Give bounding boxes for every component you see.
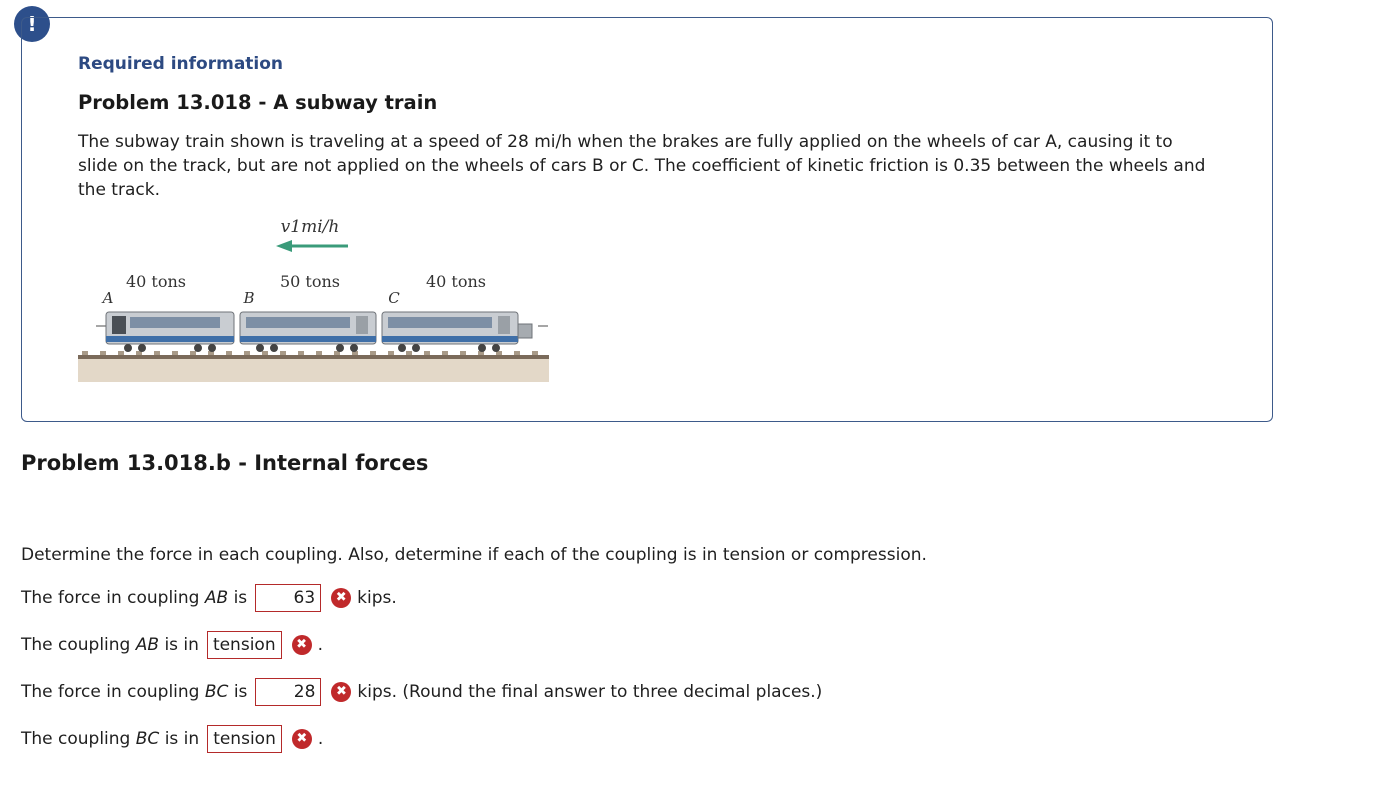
incorrect-icon: ✖ xyxy=(292,729,312,749)
rail-ties xyxy=(82,351,538,355)
car-a xyxy=(106,312,234,352)
problem-title: Problem 13.018 - A subway train xyxy=(78,91,438,114)
incorrect-icon: ✖ xyxy=(331,682,351,702)
problem-statement: The subway train shown is traveling at a speed of 28 mi/h when the brakes are fully applied on the wheels of car A, causing it to slide on the track, but are not applied on the wheels of cars B or C. The coefficient of kinetic friction is 0.35 between the wheels and the track. xyxy=(78,132,1206,200)
bc-state-row xyxy=(21,725,323,753)
train-illustration xyxy=(78,212,550,382)
ab-force-unit: kips. xyxy=(357,588,397,608)
velocity-label: v1mi/h xyxy=(280,217,340,237)
ground xyxy=(78,358,549,382)
ab-state-select[interactable]: tension xyxy=(207,631,282,659)
rail xyxy=(78,355,549,359)
ab-state-row xyxy=(21,631,323,659)
subway-train-figure xyxy=(78,212,550,382)
velocity-arrowhead xyxy=(276,240,292,252)
bc-state-label: The coupling BC is in xyxy=(21,729,200,749)
bc-force-unit: kips. (Round the final answer to three decimal places.) xyxy=(357,682,823,702)
ab-force-row xyxy=(21,584,397,612)
bc-state-select[interactable]: tension xyxy=(207,725,282,753)
car-a-weight: 40 tons xyxy=(125,272,187,291)
incorrect-icon: ✖ xyxy=(292,635,312,655)
car-c-weight: 40 tons xyxy=(425,272,487,291)
bc-force-label: The force in coupling BC is xyxy=(21,682,248,702)
car-b-weight: 50 tons xyxy=(279,272,341,291)
incorrect-icon: ✖ xyxy=(331,588,351,608)
bc-state-period: . xyxy=(317,729,324,749)
bc-force-row xyxy=(21,678,822,706)
ab-state-period: . xyxy=(317,635,323,655)
ab-force-input[interactable] xyxy=(255,584,321,612)
car-b-letter: B xyxy=(243,289,255,307)
ab-force-label: The force in coupling AB is xyxy=(21,588,248,608)
bc-force-input[interactable] xyxy=(255,678,321,706)
car-c xyxy=(382,312,532,352)
ab-state-label: The coupling AB is in xyxy=(21,635,199,655)
part-title: Problem 13.018.b - Internal forces xyxy=(21,451,429,475)
question-text: Determine the force in each coupling. Also, determine if each of the coupling is in tension or compression. xyxy=(21,545,927,565)
alert-icon: ! xyxy=(14,6,50,42)
car-b xyxy=(240,312,376,352)
car-c-letter: C xyxy=(388,289,400,307)
required-info-label: Required information xyxy=(78,54,284,74)
car-a-letter: A xyxy=(102,289,114,307)
